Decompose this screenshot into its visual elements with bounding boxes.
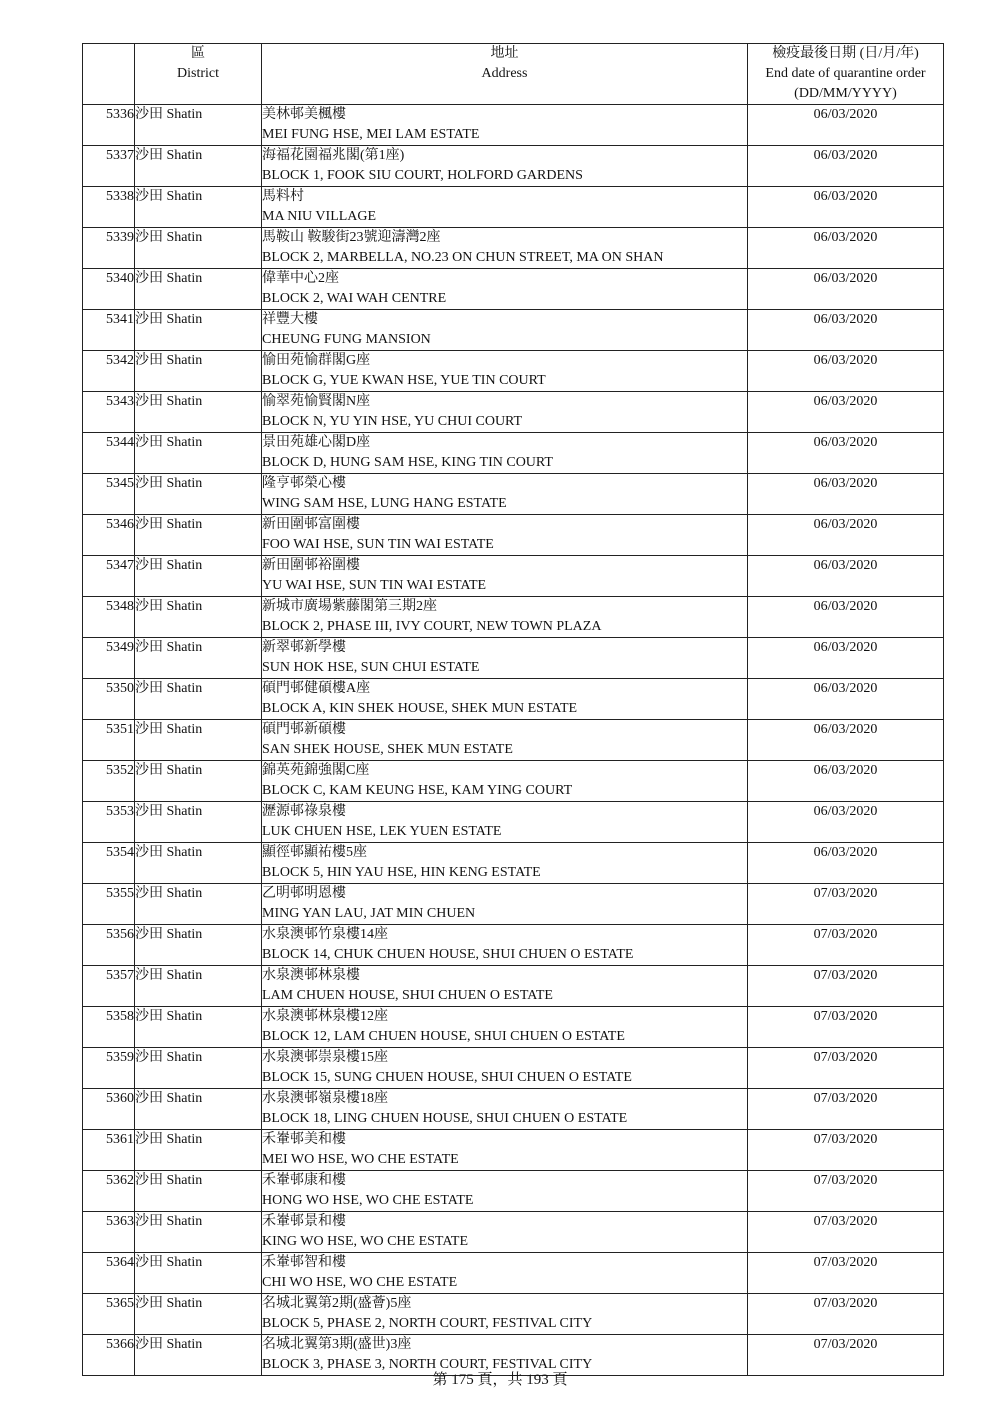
row-address-en: FOO WAI HSE, SUN TIN WAI ESTATE [262, 537, 494, 552]
table-row [83, 310, 944, 351]
row-address-zh: 乙明邨明恩樓 [262, 886, 346, 901]
table-row [83, 1171, 944, 1212]
row-number: 5338 [83, 187, 135, 228]
table-row [83, 720, 944, 761]
row-number: 5355 [83, 884, 135, 925]
table-row [83, 884, 944, 925]
row-number: 5353 [83, 802, 135, 843]
row-address-en: LAM CHUEN HOUSE, SHUI CHUEN O ESTATE [262, 988, 553, 1003]
row-end-date: 06/03/2020 [748, 187, 944, 228]
table-row [83, 1048, 944, 1089]
row-address [262, 310, 748, 351]
row-address [262, 187, 748, 228]
row-number: 5366 [83, 1335, 135, 1376]
row-number: 5358 [83, 1007, 135, 1048]
row-address-en: BLOCK A, KIN SHEK HOUSE, SHEK MUN ESTATE [262, 701, 578, 716]
row-address-zh: 祥豐大樓 [262, 312, 318, 327]
row-address-en: BLOCK 2, PHASE III, IVY COURT, NEW TOWN PLAZA [262, 619, 602, 634]
row-address [262, 679, 748, 720]
row-address-zh: 新城市廣場紫藤閣第三期2座 [262, 599, 437, 614]
row-address [262, 638, 748, 679]
row-end-date: 06/03/2020 [748, 228, 944, 269]
row-address-zh: 新田圍邨裕圍樓 [262, 558, 360, 573]
table-row [83, 1089, 944, 1130]
row-district: 沙田 Shatin [135, 597, 262, 638]
row-end-date: 06/03/2020 [748, 515, 944, 556]
header-address [262, 44, 748, 105]
row-address-en: BLOCK 2, MARBELLA, NO.23 ON CHUN STREET, MA ON SHAN [262, 250, 664, 265]
row-address-en: BLOCK 15, SUNG CHUEN HOUSE, SHUI CHUEN O ESTATE [262, 1070, 632, 1085]
row-address [262, 761, 748, 802]
row-address [262, 228, 748, 269]
table-row [83, 105, 944, 146]
row-end-date: 07/03/2020 [748, 1089, 944, 1130]
row-district: 沙田 Shatin [135, 966, 262, 1007]
row-address-zh: 顯徑邨顯祐樓5座 [262, 845, 367, 860]
row-end-date: 07/03/2020 [748, 1130, 944, 1171]
row-district: 沙田 Shatin [135, 1048, 262, 1089]
header-end-date [748, 44, 944, 105]
row-address [262, 351, 748, 392]
row-address-zh: 景田苑雄心閣D座 [262, 435, 371, 450]
row-address-en: BLOCK 5, HIN YAU HSE, HIN KENG ESTATE [262, 865, 541, 880]
row-address-zh: 美林邨美楓樓 [262, 107, 346, 122]
table-row [83, 433, 944, 474]
row-address [262, 1130, 748, 1171]
row-address-en: BLOCK 12, LAM CHUEN HOUSE, SHUI CHUEN O ESTATE [262, 1029, 625, 1044]
row-number: 5362 [83, 1171, 135, 1212]
header-district-en: District [177, 66, 219, 81]
row-address [262, 269, 748, 310]
row-address-zh: 馬料村 [262, 189, 304, 204]
table-row [83, 1253, 944, 1294]
row-address-zh: 新田圍邨富圍樓 [262, 517, 360, 532]
row-end-date: 07/03/2020 [748, 1048, 944, 1089]
row-address-zh: 馬鞍山 鞍駿街23號迎濤灣2座 [262, 230, 441, 245]
page-footer: 第 175 頁，共 193 頁 [432, 1372, 568, 1388]
row-end-date: 07/03/2020 [748, 1335, 944, 1376]
row-address-zh: 海福花園福兆閣(第1座) [262, 148, 405, 163]
header-date-format: (DD/MM/YYYY) [794, 86, 897, 101]
row-end-date: 06/03/2020 [748, 105, 944, 146]
row-address-en: BLOCK 3, PHASE 3, NORTH COURT, FESTIVAL CITY [262, 1357, 593, 1372]
row-number: 5360 [83, 1089, 135, 1130]
table-row [83, 925, 944, 966]
row-end-date: 06/03/2020 [748, 269, 944, 310]
row-district: 沙田 Shatin [135, 146, 262, 187]
table-row [83, 1294, 944, 1335]
header-date-zh: 檢疫最後日期 (日/月/年) [772, 46, 919, 61]
row-number: 5357 [83, 966, 135, 1007]
row-number: 5363 [83, 1212, 135, 1253]
quarantine-address-table [82, 43, 944, 1376]
row-address-en: CHI WO HSE, WO CHE ESTATE [262, 1275, 458, 1290]
row-district: 沙田 Shatin [135, 515, 262, 556]
row-number: 5337 [83, 146, 135, 187]
table-row [83, 679, 944, 720]
row-end-date: 06/03/2020 [748, 597, 944, 638]
header-number [83, 44, 135, 105]
row-address-en: YU WAI HSE, SUN TIN WAI ESTATE [262, 578, 487, 593]
row-address-zh: 水泉澳邨林泉樓12座 [262, 1009, 388, 1024]
row-district: 沙田 Shatin [135, 1089, 262, 1130]
row-address-en: MEI FUNG HSE, MEI LAM ESTATE [262, 127, 480, 142]
table-row [83, 515, 944, 556]
row-number: 5342 [83, 351, 135, 392]
row-end-date: 06/03/2020 [748, 802, 944, 843]
row-address-en: WING SAM HSE, LUNG HANG ESTATE [262, 496, 507, 511]
row-address [262, 105, 748, 146]
row-address-zh: 愉翠苑愉賢閣N座 [262, 394, 371, 409]
row-address [262, 966, 748, 1007]
row-address [262, 1171, 748, 1212]
row-address [262, 843, 748, 884]
row-address-zh: 愉田苑愉群閣G座 [262, 353, 371, 368]
row-address-zh: 禾輋邨美和樓 [262, 1132, 346, 1147]
header-address-zh: 地址 [490, 46, 519, 61]
row-number: 5364 [83, 1253, 135, 1294]
row-address-en: BLOCK N, YU YIN HSE, YU CHUI COURT [262, 414, 523, 429]
row-district: 沙田 Shatin [135, 1007, 262, 1048]
row-address [262, 1048, 748, 1089]
row-address-en: MEI WO HSE, WO CHE ESTATE [262, 1152, 459, 1167]
row-end-date: 07/03/2020 [748, 1171, 944, 1212]
row-address-zh: 碩門邨新碩樓 [262, 722, 346, 737]
row-address-zh: 水泉澳邨林泉樓 [262, 968, 360, 983]
row-end-date: 07/03/2020 [748, 925, 944, 966]
row-number: 5359 [83, 1048, 135, 1089]
row-address-en: SAN SHEK HOUSE, SHEK MUN ESTATE [262, 742, 513, 757]
row-address-zh: 瀝源邨祿泉樓 [262, 804, 346, 819]
table-body [83, 105, 944, 1376]
row-district: 沙田 Shatin [135, 1335, 262, 1376]
row-address [262, 1089, 748, 1130]
table-row [83, 638, 944, 679]
row-number: 5356 [83, 925, 135, 966]
table-header-row [83, 44, 944, 105]
row-district: 沙田 Shatin [135, 310, 262, 351]
row-address-zh: 偉華中心2座 [262, 271, 339, 286]
row-address-en: CHEUNG FUNG MANSION [262, 332, 431, 347]
row-district: 沙田 Shatin [135, 1253, 262, 1294]
row-number: 5352 [83, 761, 135, 802]
table-row [83, 269, 944, 310]
row-district: 沙田 Shatin [135, 1212, 262, 1253]
row-address-zh: 錦英苑錦強閣C座 [262, 763, 370, 778]
row-address-zh: 水泉澳邨崇泉樓15座 [262, 1050, 388, 1065]
row-address-en: SUN HOK HSE, SUN CHUI ESTATE [262, 660, 480, 675]
table-row [83, 1007, 944, 1048]
row-district: 沙田 Shatin [135, 187, 262, 228]
header-address-en: Address [481, 66, 528, 81]
row-address-zh: 隆亨邨榮心樓 [262, 476, 346, 491]
row-address [262, 146, 748, 187]
row-address-zh: 水泉澳邨竹泉樓14座 [262, 927, 388, 942]
row-address-zh: 禾輋邨智和樓 [262, 1255, 346, 1270]
row-district: 沙田 Shatin [135, 679, 262, 720]
table-row [83, 761, 944, 802]
row-address [262, 515, 748, 556]
row-district: 沙田 Shatin [135, 269, 262, 310]
row-number: 5339 [83, 228, 135, 269]
row-address [262, 925, 748, 966]
row-number: 5340 [83, 269, 135, 310]
header-date-en: End date of quarantine order [765, 66, 926, 81]
row-end-date: 06/03/2020 [748, 146, 944, 187]
row-end-date: 06/03/2020 [748, 310, 944, 351]
row-district: 沙田 Shatin [135, 392, 262, 433]
row-address-en: MA NIU VILLAGE [262, 209, 377, 224]
row-district: 沙田 Shatin [135, 474, 262, 515]
row-district: 沙田 Shatin [135, 843, 262, 884]
row-address [262, 433, 748, 474]
table-row [83, 1212, 944, 1253]
row-address [262, 392, 748, 433]
row-address [262, 1294, 748, 1335]
table-row [83, 802, 944, 843]
row-district: 沙田 Shatin [135, 720, 262, 761]
row-end-date: 07/03/2020 [748, 966, 944, 1007]
row-end-date: 06/03/2020 [748, 351, 944, 392]
row-district: 沙田 Shatin [135, 433, 262, 474]
row-address-en: BLOCK G, YUE KWAN HSE, YUE TIN COURT [262, 373, 546, 388]
row-end-date: 06/03/2020 [748, 638, 944, 679]
row-district: 沙田 Shatin [135, 884, 262, 925]
row-address [262, 802, 748, 843]
table-row [83, 351, 944, 392]
header-district-zh: 區 [191, 46, 205, 61]
row-end-date: 06/03/2020 [748, 843, 944, 884]
row-address-zh: 禾輋邨景和樓 [262, 1214, 346, 1229]
row-district: 沙田 Shatin [135, 638, 262, 679]
row-end-date: 07/03/2020 [748, 1294, 944, 1335]
table-row [83, 187, 944, 228]
row-address-en: MING YAN LAU, JAT MIN CHUEN [262, 906, 476, 921]
row-end-date: 07/03/2020 [748, 1007, 944, 1048]
row-address [262, 720, 748, 761]
row-district: 沙田 Shatin [135, 802, 262, 843]
row-address-en: BLOCK 5, PHASE 2, NORTH COURT, FESTIVAL CITY [262, 1316, 593, 1331]
row-end-date: 06/03/2020 [748, 679, 944, 720]
row-district: 沙田 Shatin [135, 1171, 262, 1212]
table-row [83, 1130, 944, 1171]
row-address [262, 1253, 748, 1294]
row-number: 5365 [83, 1294, 135, 1335]
row-district: 沙田 Shatin [135, 228, 262, 269]
row-address [262, 597, 748, 638]
row-end-date: 06/03/2020 [748, 474, 944, 515]
row-address [262, 1007, 748, 1048]
row-address-en: BLOCK D, HUNG SAM HSE, KING TIN COURT [262, 455, 553, 470]
table-row [83, 392, 944, 433]
row-number: 5347 [83, 556, 135, 597]
row-number: 5350 [83, 679, 135, 720]
row-address-zh: 禾輋邨康和樓 [262, 1173, 346, 1188]
row-district: 沙田 Shatin [135, 351, 262, 392]
row-address-en: BLOCK C, KAM KEUNG HSE, KAM YING COURT [262, 783, 573, 798]
row-end-date: 06/03/2020 [748, 556, 944, 597]
table-row [83, 474, 944, 515]
row-number: 5354 [83, 843, 135, 884]
row-address [262, 556, 748, 597]
row-district: 沙田 Shatin [135, 556, 262, 597]
table-row [83, 843, 944, 884]
row-address-zh: 名城北翼第2期(盛薈)5座 [262, 1296, 412, 1311]
row-address-en: LUK CHUEN HSE, LEK YUEN ESTATE [262, 824, 502, 839]
row-end-date: 07/03/2020 [748, 1212, 944, 1253]
row-district: 沙田 Shatin [135, 105, 262, 146]
row-number: 5345 [83, 474, 135, 515]
row-number: 5361 [83, 1130, 135, 1171]
row-end-date: 06/03/2020 [748, 433, 944, 474]
row-address-zh: 碩門邨健碩樓A座 [262, 681, 371, 696]
row-end-date: 06/03/2020 [748, 392, 944, 433]
row-number: 5348 [83, 597, 135, 638]
row-end-date: 07/03/2020 [748, 1253, 944, 1294]
row-number: 5351 [83, 720, 135, 761]
row-address-en: BLOCK 14, CHUK CHUEN HOUSE, SHUI CHUEN O ESTATE [262, 947, 634, 962]
row-number: 5336 [83, 105, 135, 146]
table-row [83, 556, 944, 597]
table-row [83, 146, 944, 187]
row-address-en: BLOCK 2, WAI WAH CENTRE [262, 291, 447, 306]
row-address-en: BLOCK 18, LING CHUEN HOUSE, SHUI CHUEN O ESTATE [262, 1111, 628, 1126]
row-district: 沙田 Shatin [135, 925, 262, 966]
row-address-zh: 新翠邨新學樓 [262, 640, 346, 655]
row-address-en: BLOCK 1, FOOK SIU COURT, HOLFORD GARDENS [262, 168, 583, 183]
row-end-date: 06/03/2020 [748, 761, 944, 802]
row-district: 沙田 Shatin [135, 1130, 262, 1171]
table-row [83, 966, 944, 1007]
row-number: 5346 [83, 515, 135, 556]
row-end-date: 07/03/2020 [748, 884, 944, 925]
table-row [83, 597, 944, 638]
row-number: 5349 [83, 638, 135, 679]
table-row [83, 228, 944, 269]
row-address-zh: 水泉澳邨嶺泉樓18座 [262, 1091, 388, 1106]
row-address [262, 884, 748, 925]
row-address [262, 1212, 748, 1253]
row-number: 5343 [83, 392, 135, 433]
row-address-en: HONG WO HSE, WO CHE ESTATE [262, 1193, 474, 1208]
row-number: 5344 [83, 433, 135, 474]
row-number: 5341 [83, 310, 135, 351]
row-address-zh: 名城北翼第3期(盛世)3座 [262, 1337, 412, 1352]
row-address [262, 474, 748, 515]
header-district [135, 44, 262, 105]
row-end-date: 06/03/2020 [748, 720, 944, 761]
row-district: 沙田 Shatin [135, 1294, 262, 1335]
row-district: 沙田 Shatin [135, 761, 262, 802]
row-address-en: KING WO HSE, WO CHE ESTATE [262, 1234, 469, 1249]
